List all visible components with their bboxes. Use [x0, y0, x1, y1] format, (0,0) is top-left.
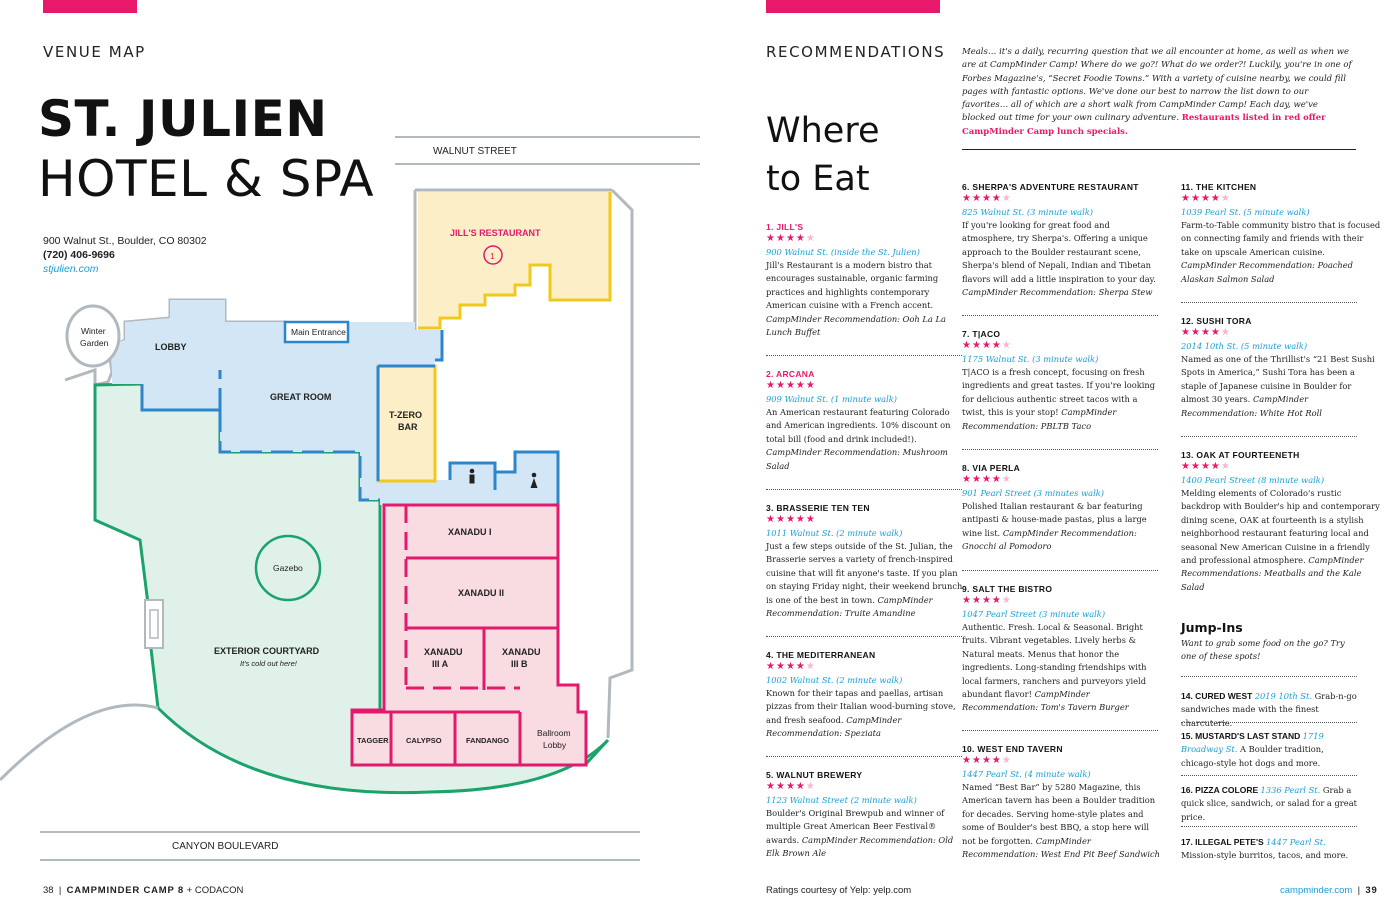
entry-separator [766, 756, 962, 757]
restaurant-name: 7. T|ACO [962, 329, 1001, 339]
star-icon: ★ [1181, 327, 1191, 338]
star-icon: ★ [766, 233, 776, 244]
restaurant-location: 909 Walnut St. (1 minute walk) [766, 394, 898, 404]
ballroom-lobby-label-1: Ballroom [537, 728, 571, 738]
entry-separator [962, 570, 1158, 571]
tzero-label-1: T-ZERO [389, 410, 422, 420]
star-icon: ★ [962, 755, 972, 766]
winter-garden [67, 306, 119, 366]
jump-in-entry [1181, 690, 1361, 730]
entry-separator [1181, 302, 1357, 303]
lobby-label: LOBBY [155, 342, 187, 352]
right-footer-credit: Ratings courtesy of Yelp: yelp.com [766, 885, 912, 896]
star-icon: ★ [1200, 193, 1211, 204]
restaurant-entry [766, 503, 966, 620]
star-rating [962, 594, 1162, 608]
star-rating [962, 754, 1162, 768]
star-icon: ★ [962, 193, 972, 204]
star-icon: ★ [805, 661, 816, 672]
restaurant-description [766, 540, 966, 620]
xanadu3b-label-1: XANADU [502, 647, 541, 657]
jump-in-description: Mission-style burritos, tacos, and more. [1181, 850, 1349, 861]
restaurant-name: 3. BRASSERIE TEN TEN [766, 503, 870, 513]
star-rating [1181, 192, 1381, 206]
restaurant-location: 1039 Pearl St. (5 minute walk) [1181, 207, 1310, 217]
jump-in-location: 1719 Broadway St. [1181, 731, 1324, 755]
jills-restaurant-label: JILL'S RESTAURANT [450, 228, 541, 238]
star-icon: ★ [1001, 340, 1012, 351]
jump-separator [1181, 676, 1357, 677]
restroom-men-icon [470, 469, 475, 484]
great-room-label: GREAT ROOM [270, 392, 332, 402]
left-accent-bar [43, 0, 137, 13]
star-icon: ★ [991, 340, 1002, 351]
restaurant-description [962, 621, 1162, 715]
left-folio: 38 | CAMPMINDER CAMP 8 + CODACON [43, 885, 244, 896]
entry-separator [766, 355, 962, 356]
star-icon: ★ [1200, 461, 1211, 472]
star-icon: ★ [1220, 461, 1231, 472]
restaurant-description-text: Named as one of the Thrillist's “21 Best Sushi Spots in America,” Sushi Tora has been a staple of Japanese cuisine in Boulder for almost 30 years. [1181, 354, 1375, 405]
restaurant-description-text: Authentic. Fresh. Local & Seasonal. Bright fruits. Vibrant vegetables. Lively herbs & Natural meats. Menus that honor the ingredients. Long-standing friendships with local farmers, ranchers and purveyors yield abundant flavor! [962, 622, 1147, 700]
restaurant-entry [766, 770, 966, 861]
intro-highlight: Restaurants listed in red offer CampMinder Camp lunch specials. [962, 113, 1326, 137]
restaurant-description-text: If you're looking for great food and atmosphere, try Sherpa's. Offering a unique approach to the Boulder restaurant scene, Sherpa's blend of Nepali, Indian and Tibetan flavors will add a little inspiration to your day. [962, 220, 1156, 284]
star-icon: ★ [991, 755, 1002, 766]
restaurant-location: 2014 10th St. (5 minute walk) [1181, 341, 1308, 351]
xanadu3a-label-1: XANADU [424, 647, 463, 657]
xanadu2-label: XANADU II [458, 588, 505, 598]
restaurant-entry [1181, 182, 1381, 286]
restaurant-description [962, 366, 1162, 433]
jump-in-entry [1181, 836, 1361, 863]
winter-garden-label-1: Winter [81, 326, 106, 336]
restaurant-description [766, 406, 966, 473]
restaurant-recommendation: CampMinder Recommendation: Sherpa Stew [962, 287, 1153, 298]
jills-number: 1 [490, 251, 495, 261]
star-icon: ★ [766, 661, 776, 672]
star-icon: ★ [766, 514, 776, 525]
restaurant-recommendation: CampMinder Recommendation: Ooh La La Lunch Buffet [766, 313, 946, 338]
winter-garden-label-2: Garden [80, 338, 109, 348]
jump-ins-subtitle: Want to grab some food on the go? Try one of these spots! [1181, 638, 1345, 662]
star-icon: ★ [795, 781, 806, 792]
restaurant-name: 10. WEST END TAVERN [962, 744, 1063, 754]
entry-separator [1181, 436, 1357, 437]
restaurant-description [962, 781, 1162, 861]
star-icon: ★ [981, 193, 992, 204]
calypso-label: CALYPSO [406, 736, 442, 745]
restaurant-entry [962, 744, 1162, 861]
courtyard-note: It's cold out here! [240, 659, 297, 668]
star-icon: ★ [795, 514, 806, 525]
star-icon: ★ [785, 781, 796, 792]
tzero-label-2: BAR [398, 422, 418, 432]
star-icon: ★ [991, 595, 1002, 606]
restaurant-name: 9. SALT THE BISTRO [962, 584, 1053, 594]
right-page-number: 39 [1365, 885, 1378, 896]
canyon-boulevard-label: CANYON BOULEVARD [172, 841, 279, 852]
restaurant-name: 8. VIA PERLA [962, 463, 1021, 473]
restaurant-recommendation: CampMinder Recommendation: PBLTB Taco [962, 407, 1117, 431]
restaurant-description-text: Polished Italian restaurant & bar featuring antipasti & house-made pastas, plus a large wine list. [962, 501, 1147, 538]
intro-rule [962, 149, 1356, 150]
restaurant-name: 12. SUSHI TORA [1181, 316, 1252, 326]
star-rating [1181, 460, 1381, 474]
star-rating [962, 473, 1162, 487]
star-icon: ★ [785, 380, 796, 391]
restaurant-description-text: Named “Best Bar” by 5280 Magazine, this American tavern has been a Boulder tradition for decades. Serving home-style plates and some of Boulder's best BBQ, a stop here will not be forgotten. [962, 782, 1156, 846]
star-icon: ★ [1001, 755, 1012, 766]
restaurant-recommendation: CampMinder Recommendation: Tom's Tavern Burger [962, 689, 1129, 713]
courtyard-label: EXTERIOR COURTYARD [214, 646, 320, 656]
restaurant-description [1181, 219, 1381, 286]
gazebo-label: Gazebo [273, 563, 303, 573]
restaurant-description-text: Farm-to-Table community bistro that is focused on connecting family and friends with their take on upscale American cuisine. [1181, 220, 1381, 257]
jump-separator [1181, 826, 1357, 827]
star-icon: ★ [1001, 193, 1012, 204]
jump-in-entry [1181, 784, 1361, 824]
restaurant-description-text: Known for their tapas and paellas, artisan pizzas from their Italian wood-burning stove, and fresh seafood. [766, 688, 956, 725]
star-icon: ★ [805, 233, 816, 244]
star-rating [1181, 326, 1381, 340]
star-rating [962, 339, 1162, 353]
ballroom-lobby-label-2: Lobby [543, 740, 567, 750]
restaurant-location: 1011 Walnut St. (2 minute walk) [766, 528, 903, 538]
restaurant-description-text: Boulder's Original Brewpub and winner of multiple Great American Beer Festival® awards. [766, 808, 945, 845]
star-icon: ★ [971, 474, 982, 485]
star-icon: ★ [981, 340, 992, 351]
star-icon: ★ [981, 595, 992, 606]
walnut-street-label: WALNUT STREET [433, 146, 517, 157]
jump-in-description: Grab-n-go sandwiches made with the finest charcuterie. [1181, 691, 1357, 728]
star-icon: ★ [766, 380, 776, 391]
restaurant-location: 825 Walnut St. (3 minute walk) [962, 207, 1094, 217]
star-icon: ★ [805, 380, 816, 391]
star-icon: ★ [991, 193, 1002, 204]
left-folio-suffix: + CODACON [186, 885, 244, 896]
entry-separator [766, 489, 962, 490]
restaurant-entry [1181, 316, 1381, 420]
restaurant-entry [766, 222, 966, 339]
where-heading-line1: Where [766, 111, 880, 151]
star-icon: ★ [1210, 461, 1221, 472]
jump-in-name: 15. MUSTARD'S LAST STAND [1181, 731, 1303, 741]
xanadu1-label: XANADU I [448, 527, 492, 537]
hotel-address: 900 Walnut St., Boulder, CO 80302 [43, 235, 207, 247]
star-icon: ★ [775, 380, 786, 391]
star-icon: ★ [962, 474, 972, 485]
restaurant-description [766, 807, 966, 861]
venue-map [0, 130, 700, 890]
star-icon: ★ [775, 514, 786, 525]
jump-in-location: 2019 10th St. [1254, 691, 1315, 701]
restaurant-description [962, 500, 1162, 554]
restaurant-location: 1047 Pearl Street (3 minute walk) [962, 609, 1106, 619]
star-icon: ★ [1200, 327, 1211, 338]
restaurant-entry [962, 182, 1162, 299]
restaurant-name: 11. THE KITCHEN [1181, 182, 1257, 192]
left-folio-text: CAMPMINDER CAMP 8 [66, 885, 185, 896]
star-icon: ★ [1001, 595, 1012, 606]
jump-in-description: A Boulder tradition, chicago-style hot dogs and more. [1181, 744, 1324, 768]
jump-in-location: 1336 Pearl St. [1260, 785, 1323, 795]
right-accent-bar [766, 0, 940, 13]
star-icon: ★ [785, 661, 796, 672]
jump-in-entry [1181, 730, 1361, 770]
entry-separator [766, 636, 962, 637]
star-icon: ★ [962, 340, 972, 351]
star-icon: ★ [981, 755, 992, 766]
star-icon: ★ [805, 781, 816, 792]
entry-separator [962, 730, 1158, 731]
jump-in-location: 1447 Pearl St. [1266, 837, 1326, 847]
restaurant-location: 900 Walnut St. (inside the St. Julien) [766, 247, 920, 257]
restaurant-entry [766, 369, 966, 473]
right-footer-website[interactable]: campminder.com [1280, 885, 1353, 896]
intro-text: Meals… it's a daily, recurring question that we all encounter at home, as well as when we are at CampMinder Camp! Where do we go?! What do we order?! Luckily, you're in one of Forbes Magazine's, “Secret Foodie Towns.” With a variety of cuisine nearby, we could fill pages with fantastic options. We've done our best to narrow the list down to our favorites… all of which are a short walk from CampMinder Camp! Each day, we've blocked out time for your own culinary adventure. [962, 47, 1352, 124]
star-icon: ★ [795, 661, 806, 672]
star-icon: ★ [971, 595, 982, 606]
tagger-label: TAGGER [357, 736, 389, 745]
star-icon: ★ [805, 514, 816, 525]
star-icon: ★ [1210, 193, 1221, 204]
restaurant-description [962, 219, 1162, 299]
restaurant-recommendation: CampMinder Recommendation: Truite Amandine [766, 594, 933, 619]
restaurant-recommendation: CampMinder Recommendation: Gnocchi al Pomodoro [962, 527, 1137, 552]
jump-in-name: 17. ILLEGAL PETE'S [1181, 837, 1266, 847]
star-icon: ★ [971, 193, 982, 204]
star-rating [766, 379, 966, 393]
star-icon: ★ [1220, 193, 1231, 204]
restaurant-name: 2. ARCANA [766, 369, 815, 379]
star-icon: ★ [971, 755, 982, 766]
restaurant-recommendation: CampMinder Recommendation: White Hot Roll [1181, 394, 1322, 418]
restaurant-description-text: T|ACO is a fresh concept, focusing on fresh ingredients and great tastes. If you're looking for delicious authentic street tacos with a twist, this is your stop! [962, 367, 1156, 418]
left-section-label: VENUE MAP [43, 43, 146, 61]
restaurant-name: 6. SHERPA'S ADVENTURE RESTAURANT [962, 182, 1139, 192]
star-icon: ★ [991, 474, 1002, 485]
jump-in-description: Grab a quick slice, sandwich, or salad for a great price. [1181, 785, 1357, 822]
restaurant-name: 1. JILL'S [766, 222, 804, 232]
restaurant-location: 901 Pearl Street (3 minutes walk) [962, 488, 1105, 498]
restaurant-description-text: Just a few steps outside of the St. Julian, the Brasserie serves a variety of french-inspired cuisine that will fit anyone's taste. If you plan on staying Friday night, their weekend brunch is one of the best in town. [766, 541, 963, 605]
star-icon: ★ [1210, 327, 1221, 338]
restaurant-recommendation: CampMinder Recommendation: Poached Alaskan Salmon Salad [1181, 260, 1353, 284]
star-icon: ★ [785, 233, 796, 244]
entry-separator [962, 449, 1158, 450]
restaurant-entry [1181, 450, 1381, 594]
star-rating [766, 232, 966, 246]
restaurant-description-text: An American restaurant featuring Colorado and American ingredients. 10% discount on total bill (food and drink included!). [766, 407, 951, 444]
restaurant-recommendation: CampMinder Recommendation: Speziata [766, 714, 902, 739]
star-icon: ★ [766, 781, 776, 792]
star-icon: ★ [962, 595, 972, 606]
intro-paragraph [962, 46, 1352, 139]
restaurant-recommendation: CampMinder Recommendations: Meatballs and the Kale Salad [1181, 555, 1364, 592]
restaurant-location: 1447 Pearl St. (4 minute walk) [962, 769, 1091, 779]
star-icon: ★ [1220, 327, 1231, 338]
main-entrance-label: Main Entrance [291, 327, 346, 337]
restaurant-entry [962, 584, 1162, 715]
restaurant-description [766, 687, 966, 741]
star-icon: ★ [775, 233, 786, 244]
where-heading-line2: to Eat [766, 159, 870, 199]
restaurant-description [1181, 353, 1381, 420]
hotel-title-line2: HOTEL & SPA [38, 150, 375, 208]
jump-ins-title: Jump-Ins [1181, 620, 1243, 635]
star-icon: ★ [1181, 193, 1191, 204]
jump-separator [1181, 775, 1357, 776]
fandango-label: FANDANGO [466, 736, 509, 745]
restaurant-location: 1175 Walnut St. (3 minute walk) [962, 354, 1099, 364]
restaurant-entry [766, 650, 966, 741]
restaurant-description-text: Jill's Restaurant is a modern bistro that encourages sustainable, organic farming practices and highlights contemporary American cuisine with a French accent. [766, 260, 939, 311]
restaurant-location: 1123 Walnut Street (2 minute walk) [766, 795, 917, 805]
restaurant-location: 1400 Pearl Street (8 minute walk) [1181, 475, 1325, 485]
jump-in-name: 16. PIZZA COLORE [1181, 785, 1261, 795]
where-to-eat-heading [766, 107, 879, 203]
restaurant-entry [962, 329, 1162, 433]
star-icon: ★ [795, 380, 806, 391]
star-icon: ★ [1190, 193, 1201, 204]
star-icon: ★ [981, 474, 992, 485]
star-icon: ★ [785, 514, 796, 525]
restaurant-description [1181, 487, 1381, 594]
star-icon: ★ [775, 781, 786, 792]
xanadu3b-label-2: III B [511, 659, 528, 669]
restaurant-recommendation: CampMinder Recommendation: Mushroom Salad [766, 447, 948, 471]
left-page-number: 38 [43, 885, 54, 896]
hotel-phone: (720) 406-9696 [43, 249, 115, 261]
restaurant-recommendation: CampMinder Recommendation: Old Elk Brown Ale [766, 834, 954, 859]
star-icon: ★ [971, 340, 982, 351]
jump-separator [1181, 722, 1357, 723]
star-icon: ★ [795, 233, 806, 244]
restaurant-name: 13. OAK AT FOURTEENETH [1181, 450, 1300, 460]
jump-in-name: 14. CURED WEST [1181, 691, 1255, 701]
star-icon: ★ [1181, 461, 1191, 472]
xanadu3a-label-2: III A [432, 659, 449, 669]
star-icon: ★ [1190, 461, 1201, 472]
star-icon: ★ [1001, 474, 1012, 485]
jills-restaurant-area [418, 192, 610, 328]
ballroom-area [352, 505, 586, 765]
star-icon: ★ [775, 661, 786, 672]
star-rating [962, 192, 1162, 206]
restaurant-entry [962, 463, 1162, 554]
restaurant-recommendation: CampMinder Recommendation: West End Pit Beef Sandwich [962, 835, 1161, 860]
right-folio: campminder.com | 39 [1280, 885, 1378, 896]
star-rating [766, 513, 966, 527]
restaurant-name: 4. THE MEDITERRANEAN [766, 650, 876, 660]
restaurant-location: 1002 Walnut St. (2 minute walk) [766, 675, 903, 685]
right-section-label: RECOMMENDATIONS [766, 43, 946, 61]
restaurant-name: 5. WALNUT BREWERY [766, 770, 863, 780]
hotel-title-line1: ST. JULIEN [38, 90, 328, 148]
restaurant-description [766, 259, 966, 339]
star-icon: ★ [1190, 327, 1201, 338]
entry-separator [962, 315, 1158, 316]
star-rating [766, 660, 966, 674]
restaurant-description-text: Melding elements of Colorado's rustic backdrop with Boulder's hip and contemporary dining scene, OAK at fourteenth is a stylish neighborhood restaurant featuring local and seasonal New American Cuisine in a friendly and professional atmosphere. [1181, 488, 1380, 566]
star-rating [766, 780, 966, 794]
hotel-website-link[interactable]: stjulien.com [43, 263, 99, 275]
